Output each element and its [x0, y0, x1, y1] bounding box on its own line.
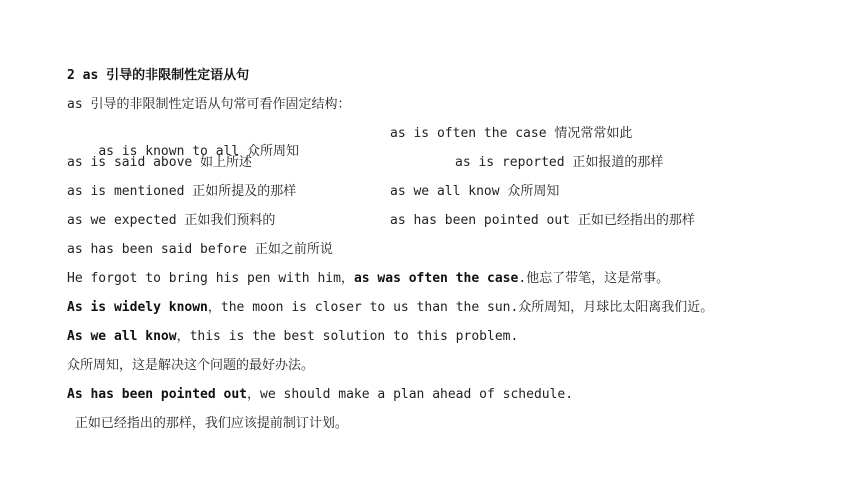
example-post: ，this is the best solution to this problem. — [176, 329, 519, 344]
phrase-left: as has been said before 正如之前所说 — [67, 242, 333, 257]
example-sentence — [67, 299, 713, 317]
example-post: ，the moon is closer to us than the sun.众所周知，月球比太阳离我们近。 — [207, 300, 714, 315]
example-translation: 正如已经指出的那样，我们应该提前制订计划。 — [67, 416, 348, 431]
example-post: .他忘了带笔，这是常事。 — [518, 271, 670, 286]
section-heading: 2 as 引导的非限制性定语从句 — [67, 68, 250, 83]
example-keyphrase: As has been pointed out — [67, 387, 248, 402]
phrase-left: as we expected 正如我们预料的 — [67, 213, 276, 228]
phrase-right: as is often the case 情况常常如此 — [390, 126, 633, 141]
example-sentence — [67, 270, 669, 288]
example-keyphrase: As is widely known — [67, 300, 208, 315]
example-post: ，we should make a plan ahead of schedule. — [247, 387, 574, 402]
phrase-right: as is reported 正如报道的那样 — [455, 155, 664, 170]
phrase-right: as has been pointed out 正如已经指出的那样 — [390, 213, 695, 228]
example-translation: 众所周知，这是解决这个问题的最好办法。 — [67, 358, 315, 373]
phrase-right: as we all know 众所周知 — [390, 184, 560, 199]
intro-text: as 引导的非限制性定语从句常可看作固定结构： — [67, 97, 351, 112]
phrase-left: as is mentioned 正如所提及的那样 — [67, 184, 297, 199]
example-sentence — [67, 328, 518, 346]
example-sentence — [67, 386, 573, 404]
phrase-left: as is known to all 众所周知 — [98, 144, 300, 159]
example-pre: He forgot to bring his pen with him， — [67, 271, 354, 286]
example-keyphrase: as was often the case — [353, 271, 519, 286]
phrase-left: as is said above 如上所述 — [67, 155, 253, 170]
example-keyphrase: As we all know — [67, 329, 177, 344]
